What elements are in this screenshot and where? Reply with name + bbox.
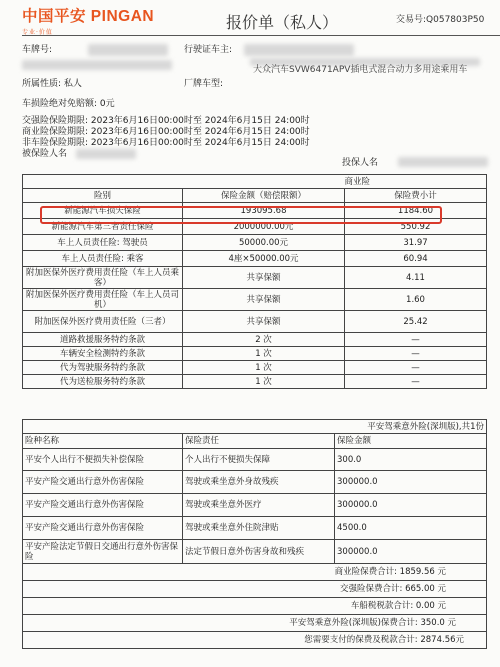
coverage-premium: — (345, 347, 487, 361)
commercial-section-row (23, 175, 487, 189)
product-name: 平安产险法定节假日交通出行意外伤害保险 (23, 540, 183, 564)
coverage-name: 车辆安全检测特约条款 (23, 347, 183, 361)
table-row (23, 517, 487, 540)
column-header: 险种名称 (23, 434, 183, 449)
product-duty: 驾驶或乘坐意外身故残疾 (183, 471, 335, 494)
coverage-premium: 1.60 (345, 289, 487, 311)
commercial-section-title: 商业险 (345, 175, 487, 189)
coverage-premium: 31.97 (345, 235, 487, 251)
coverage-name: 代为送检服务特约条款 (23, 375, 183, 389)
table-row (23, 494, 487, 517)
table-row (23, 449, 487, 471)
traffic-total: 交强险保费合计: 665.00 元 (23, 581, 487, 598)
insured-label: 被保险人名 (22, 149, 68, 159)
coverage-amount: 2 次 (183, 333, 345, 347)
table-row (23, 361, 487, 375)
plate-label: 车牌号: (22, 45, 53, 55)
coverage-name: 新能源汽车第三者责任保险 (23, 219, 183, 235)
coverage-amount: 193095.68 (183, 203, 345, 219)
product-amount: 4500.0 (335, 517, 487, 540)
coverage-premium: 60.94 (345, 251, 487, 267)
accident-total: 平安驾乘意外险(深圳版)保费合计: 350.0 元 (23, 615, 487, 632)
coverage-amount: 1 次 (183, 375, 345, 389)
table-row (23, 251, 487, 267)
pingan-logo (22, 4, 172, 36)
redacted-plate (88, 44, 168, 56)
redacted-owner (244, 44, 354, 56)
total-row (23, 564, 487, 581)
table-row (23, 375, 487, 389)
product-duty: 驾驶或乘坐意外医疗 (183, 494, 335, 517)
column-header: 保险金额 (335, 434, 487, 449)
column-header: 保险责任 (183, 434, 335, 449)
coverage-name: 代为驾驶服务特约条款 (23, 361, 183, 375)
vessel-tax-total: 车船税税款合计: 0.00 元 (23, 598, 487, 615)
product-amount: 300000.0 (335, 494, 487, 517)
total-row (23, 581, 487, 598)
redacted-policyholder (398, 157, 488, 167)
logo-tagline: 专业·价值 (22, 29, 53, 36)
coverage-premium: 1184.60 (345, 203, 487, 219)
product-amount: 300.0 (335, 449, 487, 471)
coverage-name: 道路救援服务特约条款 (23, 333, 183, 347)
coverage-name: 车上人员责任险: 乘客 (23, 251, 183, 267)
table-row (23, 471, 487, 494)
driving-license-label: 行驶证车主: (184, 45, 233, 55)
logo-text: 中国平安 PINGAN (22, 8, 155, 25)
total-row (23, 598, 487, 615)
coverage-name: 附加医保外医疗费用责任险（车上人员司机） (23, 289, 183, 311)
redacted-insured (76, 149, 136, 159)
document-title: 报价单（私人） (226, 13, 339, 32)
table-row (23, 311, 487, 333)
coverage-name: 新能源汽车损失保险 (23, 203, 183, 219)
product-name: 平安个人出行不便损失补偿保险 (23, 449, 183, 471)
commercial-period: 商业险保险期限: 2023年6月16日00:00时至 2024年6月15日 24:00时 (22, 127, 310, 137)
commercial-total: 商业险保费合计: 1859.56 元 (23, 564, 487, 581)
product-amount: 300000.0 (335, 540, 487, 564)
total-row (23, 632, 487, 649)
commercial-header-row (23, 189, 487, 203)
coverage-premium: — (345, 361, 487, 375)
header-divider (22, 35, 500, 36)
coverage-name: 附加医保外医疗费用责任险（三者） (23, 311, 183, 333)
product-name: 平安产险交通出行意外伤害保险 (23, 471, 183, 494)
coverage-amount: 4座×50000.00元 (183, 251, 345, 267)
coverage-amount: 共享保额 (183, 289, 345, 311)
coverage-name: 附加医保外医疗费用责任险（车上人员乘客） (23, 267, 183, 289)
product-name: 平安产险交通出行意外伤害保险 (23, 517, 183, 540)
accident-section-title: 平安驾乘意外险(深圳版),共1份 (23, 420, 487, 434)
accident-table (22, 419, 487, 649)
product-amount: 300000.0 (335, 471, 487, 494)
product-duty: 个人出行不便损失保障 (183, 449, 335, 471)
product-duty: 驾驶或乘坐意外住院津贴 (183, 517, 335, 540)
ownership-label: 所属性质: 私人 (22, 79, 82, 89)
coverage-amount: 50000.00元 (183, 235, 345, 251)
coverage-premium: — (345, 333, 487, 347)
table-row (23, 289, 487, 311)
coverage-amount: 2000000.00元 (183, 219, 345, 235)
table-row (23, 333, 487, 347)
coverage-amount: 1 次 (183, 361, 345, 375)
non-vehicle-period: 非车险保险期限: 2023年6月16日00:00时至 2024年6月15日 24:00时 (22, 138, 310, 148)
column-header: 险别 (23, 189, 183, 203)
product-duty: 法定节假日意外伤害身故和残疾 (183, 540, 335, 564)
coverage-amount: 共享保额 (183, 311, 345, 333)
coverage-name: 车上人员责任险: 驾驶员 (23, 235, 183, 251)
table-row (23, 267, 487, 289)
model-label: 厂牌车型: (184, 79, 224, 89)
total-row (23, 615, 487, 632)
vehicle-model-value: 大众汽车SVW6471APV插电式混合动力多用途乘用车 (253, 65, 468, 75)
accident-header-row (23, 434, 487, 449)
column-header: 保险金额（赔偿限额） (183, 189, 345, 203)
deductible-label: 车损险绝对免赔额: 0元 (22, 99, 115, 109)
product-name: 平安产险交通出行意外伤害保险 (23, 494, 183, 517)
table-row (23, 235, 487, 251)
accident-section-row (23, 420, 487, 434)
redacted-line (22, 60, 172, 70)
grand-total: 您需要支付的保费及税款合计: 2874.56元 (23, 632, 487, 649)
policyholder-label: 投保人名 (342, 158, 379, 168)
table-row (23, 540, 487, 564)
traffic-period: 交强险保险期限: 2023年6月16日00:00时至 2024年6月15日 24:00时 (22, 116, 310, 126)
coverage-premium: — (345, 375, 487, 389)
column-header: 保险费小计 (345, 189, 487, 203)
coverage-amount: 1 次 (183, 347, 345, 361)
highlight-box (40, 206, 442, 224)
coverage-premium: 550.92 (345, 219, 487, 235)
coverage-premium: 4.11 (345, 267, 487, 289)
coverage-premium: 25.42 (345, 311, 487, 333)
transaction-number: 交易号:Q057803P50 (396, 15, 485, 25)
table-row (23, 347, 487, 361)
coverage-amount: 共享保额 (183, 267, 345, 289)
